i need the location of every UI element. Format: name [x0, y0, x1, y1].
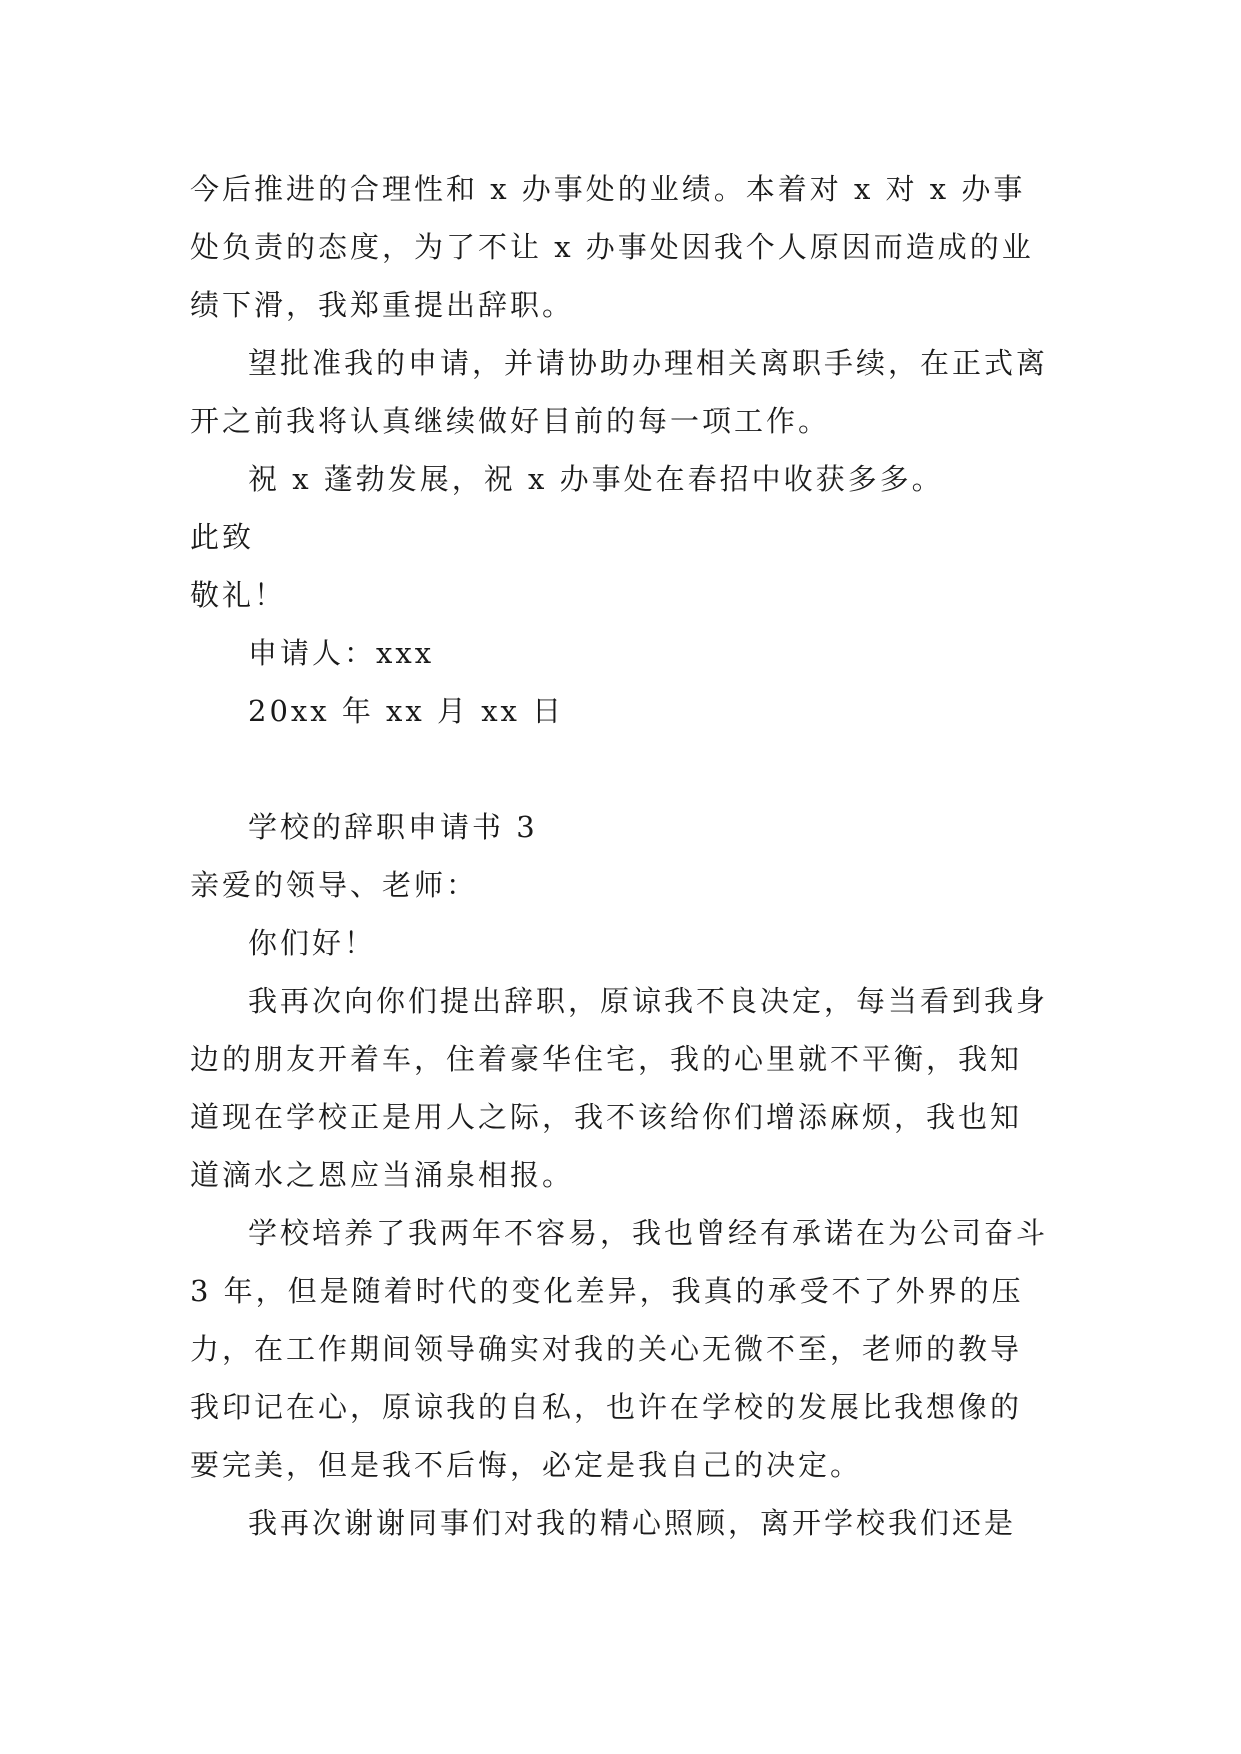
letter1-applicant: 申请人：xxx — [248, 636, 435, 670]
letter1-closing-1: 此致 — [190, 520, 255, 554]
letter2-salutation: 亲爱的领导、老师： — [190, 868, 479, 902]
letter2-greeting: 你们好！ — [248, 926, 377, 960]
document-body — [190, 160, 1050, 1552]
letter1-closing-2: 敬礼！ — [190, 578, 287, 612]
letter1-date: 20xx 年 xx 月 xx 日 — [248, 694, 565, 728]
letter2-paragraph-3: 我再次谢谢同事们对我的精心照顾，离开学校我们还是 — [248, 1506, 1017, 1540]
letter1-paragraph-2: 望批准我的申请，并请协助办理相关离职手续，在正式离开之前我将认真继续做好目前的每一项工作。 — [190, 346, 1049, 438]
letter2-paragraph-2: 学校培养了我两年不容易，我也曾经有承诺在为公司奋斗 3 年，但是随着时代的变化差异，我真的承受不了外界的压力，在工作期间领导确实对我的关心无微不至，老师的教导我印记在心，原谅我的自私，也许在学校的发展比我想像的要完美，但是我不后悔，必定是我自己的决定。 — [190, 1216, 1049, 1482]
letter1-paragraph-3: 祝 x 蓬勃发展，祝 x 办事处在春招中收获多多。 — [248, 462, 944, 496]
letter1-paragraph-1: 今后推进的合理性和 x 办事处的业绩。本着对 x 对 x 办事处负责的态度，为了不让 x 办事处因我个人原因而造成的业绩下滑，我郑重提出辞职。 — [190, 172, 1034, 322]
section-spacer — [190, 740, 1050, 798]
letter2-title: 学校的辞职申请书 3 — [248, 810, 538, 844]
letter2-paragraph-1: 我再次向你们提出辞职，原谅我不良决定，每当看到我身边的朋友开着车，住着豪华住宅，我的心里就不平衡，我知道现在学校正是用人之际，我不该给你们增添麻烦，我也知道滴水之恩应当涌泉相报。 — [190, 984, 1049, 1192]
